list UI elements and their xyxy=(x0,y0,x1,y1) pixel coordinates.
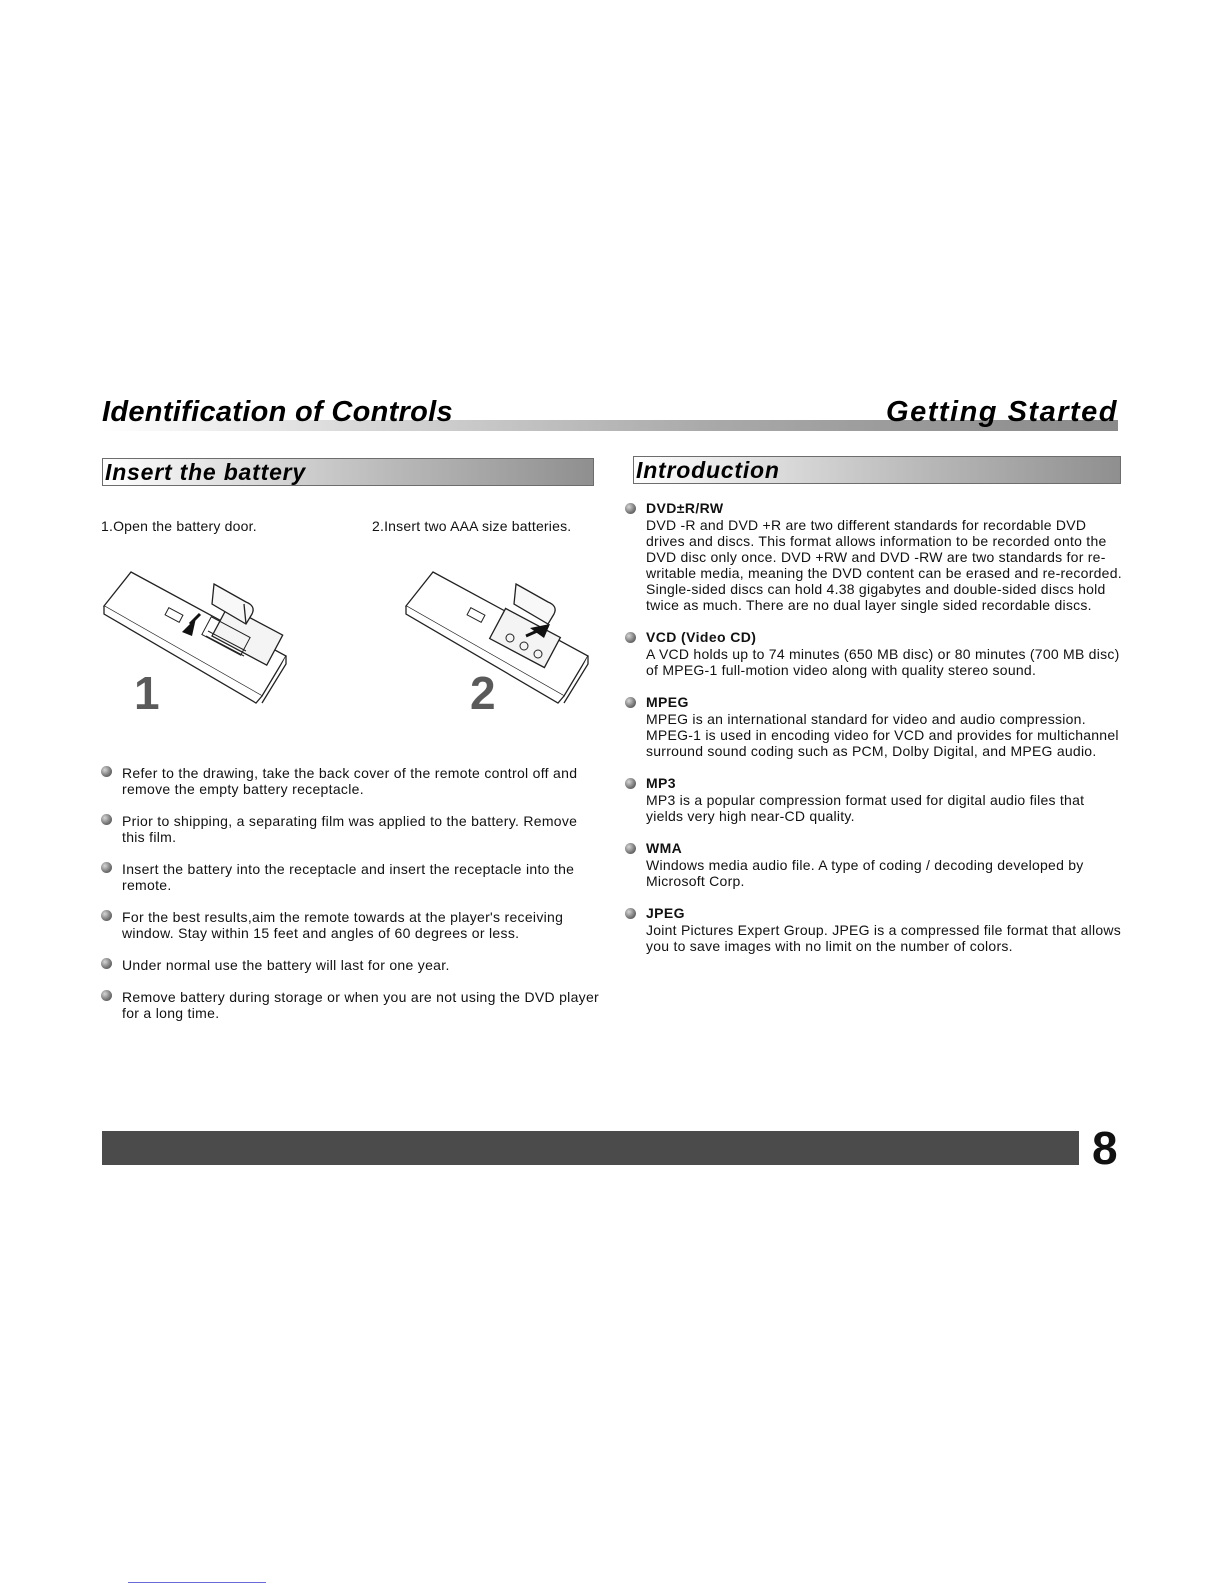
list-item: For the best results,aim the remote towards at the player's receiving window. Stay within 15 feet and angles of 60 degrees or less. xyxy=(100,909,600,941)
figure-2-number: 2 xyxy=(470,667,496,719)
bullet-icon xyxy=(101,862,112,873)
list-item xyxy=(624,840,1124,889)
remote-open-door-illustration xyxy=(96,566,306,719)
item-body: MP3 is a popular compression format used for digital audio files that yields very high near-CD quality. xyxy=(646,792,1085,824)
item-body: DVD -R and DVD +R are two different standards for recordable DVD drives and discs. This format allows information to be recorded onto the DVD disc only once. DVD +RW and DVD -RW are two standards for re-writable media, meaning the DVD content can be erased and re-recorded. Single-sided discs can hold 4.38 gigabytes and double-sided discs hold twice as much. There are no dual layer single sided recordable discs. xyxy=(646,517,1122,613)
list-item xyxy=(624,905,1124,954)
bullet-icon xyxy=(625,697,636,708)
introduction-heading-bar xyxy=(633,456,1121,484)
item-title: MPEG xyxy=(646,694,689,710)
battery-heading: Insert the battery xyxy=(105,459,307,485)
bullet-icon xyxy=(101,990,112,1001)
section-title: Identification of Controls xyxy=(102,396,453,428)
list-item xyxy=(624,775,1124,824)
page-number: 8 xyxy=(1092,1122,1118,1174)
item-title: DVD±R/RW xyxy=(646,500,724,516)
introduction-list xyxy=(624,500,1124,970)
bottom-rule xyxy=(128,1582,266,1583)
item-body: Joint Pictures Expert Group. JPEG is a compressed file format that allows you to save images with no limit on the number of colors. xyxy=(646,922,1121,954)
list-item: Prior to shipping, a separating film was applied to the battery. Remove this film. xyxy=(100,813,600,845)
item-title: JPEG xyxy=(646,905,685,921)
list-item xyxy=(624,500,1124,613)
step-2-text: 2.Insert two AAA size batteries. xyxy=(372,518,572,534)
bullet-icon xyxy=(625,503,636,514)
list-item xyxy=(624,694,1124,759)
bullet-icon xyxy=(101,814,112,825)
introduction-heading: Introduction xyxy=(636,457,780,483)
remote-insert-batteries-illustration xyxy=(398,566,608,719)
list-item: Remove battery during storage or when you are not using the DVD player for a long time. xyxy=(100,989,600,1021)
battery-heading-bar xyxy=(102,458,594,486)
item-title: WMA xyxy=(646,840,683,856)
item-body: A VCD holds up to 74 minutes (650 MB disc) or 80 minutes (700 MB disc) of MPEG-1 full-motion video along with quality stereo sound. xyxy=(646,646,1120,678)
item-body: Windows media audio file. A type of coding / decoding developed by Microsoft Corp. xyxy=(646,857,1084,889)
footer-bar xyxy=(102,1131,1079,1165)
step-1-text: 1.Open the battery door. xyxy=(101,518,257,534)
bullet-icon xyxy=(625,908,636,919)
item-body: MPEG is an international standard for video and audio compression. MPEG-1 is used in encoding video for VCD and provides for multichannel surround sound coding such as PCM, Dolby Digital, and MPEG audio. xyxy=(646,711,1119,759)
list-item: Refer to the drawing, take the back cover of the remote control off and remove the empty battery receptacle. xyxy=(100,765,600,797)
bullet-icon xyxy=(101,766,112,777)
item-title: MP3 xyxy=(646,775,676,791)
battery-instructions-list xyxy=(100,765,600,1037)
list-item xyxy=(624,629,1124,678)
bullet-icon xyxy=(101,910,112,921)
figure-1-number: 1 xyxy=(134,667,160,719)
item-title: VCD (Video CD) xyxy=(646,629,757,645)
bullet-icon xyxy=(625,778,636,789)
bullet-icon xyxy=(625,843,636,854)
bullet-icon xyxy=(625,632,636,643)
list-item: Under normal use the battery will last for one year. xyxy=(100,957,600,973)
chapter-title: Getting Started xyxy=(886,396,1118,428)
list-item: Insert the battery into the receptacle and insert the receptacle into the remote. xyxy=(100,861,600,893)
bullet-icon xyxy=(101,958,112,969)
